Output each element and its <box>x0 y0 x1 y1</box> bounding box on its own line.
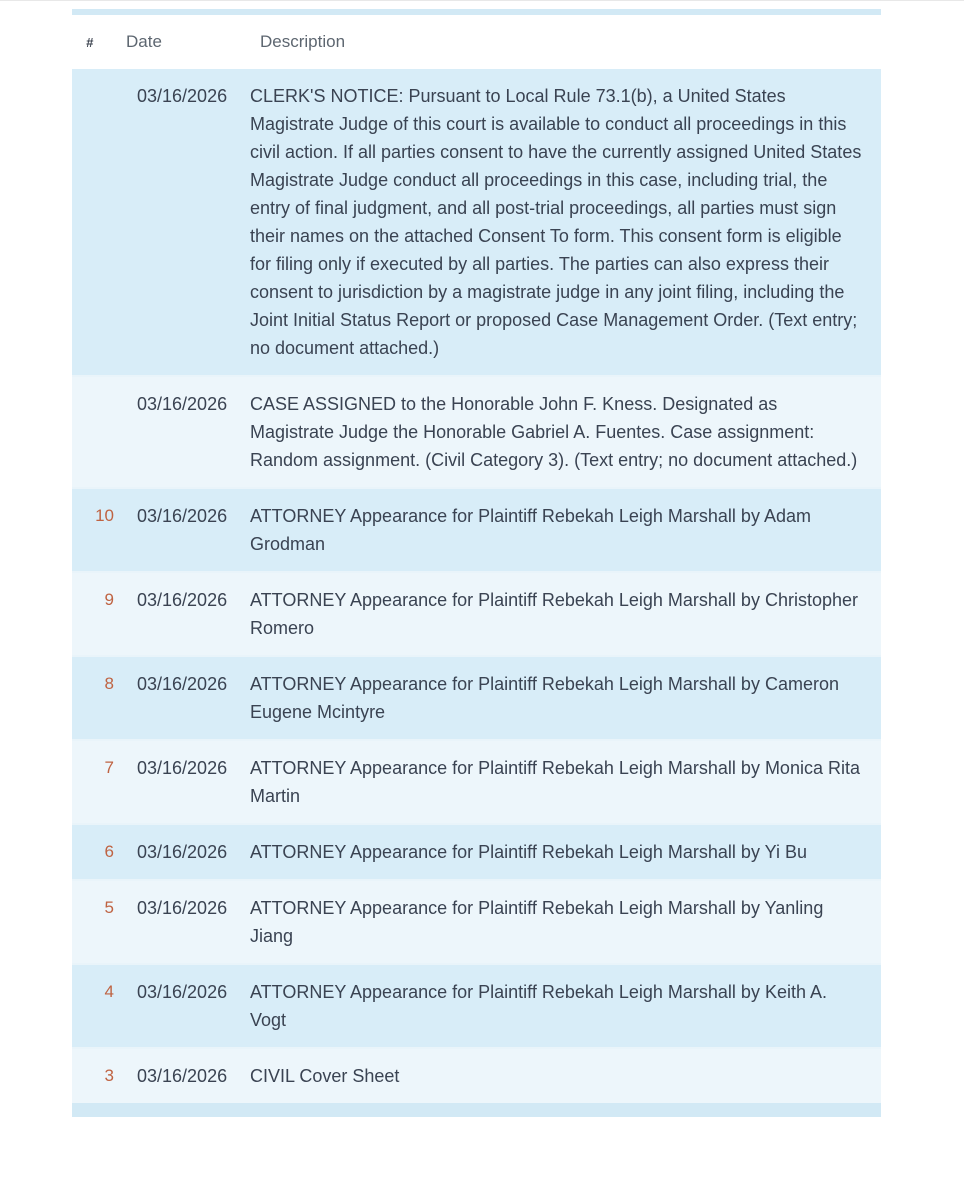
docket-entry-date: 03/16/2026 <box>137 506 228 526</box>
docket-entry-row <box>72 375 881 487</box>
docket-entry-number-link[interactable]: 8 <box>104 674 114 693</box>
docket-table <box>72 9 881 1117</box>
docket-entry-date: 03/16/2026 <box>137 394 228 414</box>
docket-entry-number-link[interactable]: 7 <box>104 758 114 777</box>
docket-entry-row <box>72 69 881 375</box>
docket-entry-row <box>72 1047 881 1103</box>
docket-entry-number-link <box>72 390 126 474</box>
docket-entry-row <box>72 571 881 655</box>
docket-entry-number-link[interactable]: 3 <box>104 1066 114 1085</box>
docket-entry-description: CLERK'S NOTICE: Pursuant to Local Rule 73.1(b), a United States Magistrate Judge of this court is available to conduct all proceedings in this civil action. If all parties consent to have the currently assigned United States Magistrate Judge conduct all proceedings in this case, including trial, the entry of final judgment, and all post-trial proceedings, all parties must sign their names on the attached Consent To form. This consent form is eligible for filing only if executed by all parties. The parties can also express their consent to jurisdiction by a magistrate judge in any joint filing, including the Joint Initial Status Report or proposed Case Management Order. (Text entry; no document attached.) <box>250 86 862 358</box>
docket-entry-number-link[interactable]: 9 <box>104 590 114 609</box>
docket-entry-description: ATTORNEY Appearance for Plaintiff Rebekah Leigh Marshall by Yi Bu <box>250 842 807 862</box>
docket-entry-row <box>72 487 881 571</box>
docket-entry-number-link[interactable]: 6 <box>104 842 114 861</box>
docket-entry-date: 03/16/2026 <box>137 842 228 862</box>
docket-entry-description: ATTORNEY Appearance for Plaintiff Rebekah Leigh Marshall by Christopher Romero <box>250 590 858 638</box>
docket-entry-row <box>72 823 881 879</box>
docket-entry-number-link <box>72 82 126 362</box>
docket-entry-date: 03/16/2026 <box>137 674 228 694</box>
docket-entry-number-link[interactable]: 10 <box>95 506 114 525</box>
docket-entry-description: ATTORNEY Appearance for Plaintiff Rebekah Leigh Marshall by Cameron Eugene Mcintyre <box>250 674 839 722</box>
page-top-divider <box>0 0 964 1</box>
docket-entry-description: CIVIL Cover Sheet <box>250 1066 400 1086</box>
docket-entry-date: 03/16/2026 <box>137 590 228 610</box>
docket-entry-row <box>72 879 881 963</box>
docket-entry-rows <box>72 69 881 1103</box>
column-header-date: Date <box>126 32 162 51</box>
docket-entry-description: ATTORNEY Appearance for Plaintiff Rebekah Leigh Marshall by Monica Rita Martin <box>250 758 860 806</box>
docket-entry-date: 03/16/2026 <box>137 898 228 918</box>
docket-entry-date: 03/16/2026 <box>137 982 228 1002</box>
docket-entry-number-link[interactable]: 4 <box>104 982 114 1001</box>
docket-entry-description: ATTORNEY Appearance for Plaintiff Rebekah Leigh Marshall by Keith A. Vogt <box>250 982 827 1030</box>
docket-entry-date: 03/16/2026 <box>137 758 228 778</box>
docket-entry-description: ATTORNEY Appearance for Plaintiff Rebekah Leigh Marshall by Yanling Jiang <box>250 898 824 946</box>
docket-entry-description: ATTORNEY Appearance for Plaintiff Rebekah Leigh Marshall by Adam Grodman <box>250 506 811 554</box>
docket-entry-row <box>72 655 881 739</box>
docket-entry-number-link[interactable]: 5 <box>104 898 114 917</box>
docket-entry-row <box>72 963 881 1047</box>
partial-row-below <box>72 1103 881 1117</box>
column-header-number: # <box>86 34 94 50</box>
docket-entry-date: 03/16/2026 <box>137 1066 228 1086</box>
docket-table-header <box>72 15 881 69</box>
docket-entry-row <box>72 739 881 823</box>
docket-entry-date: 03/16/2026 <box>137 86 228 106</box>
docket-entry-description: CASE ASSIGNED to the Honorable John F. Kness. Designated as Magistrate Judge the Honorable Gabriel A. Fuentes. Case assignment: Random assignment. (Civil Category 3). (Text entry; no document attached.) <box>250 394 858 470</box>
column-header-description: Description <box>260 32 346 51</box>
